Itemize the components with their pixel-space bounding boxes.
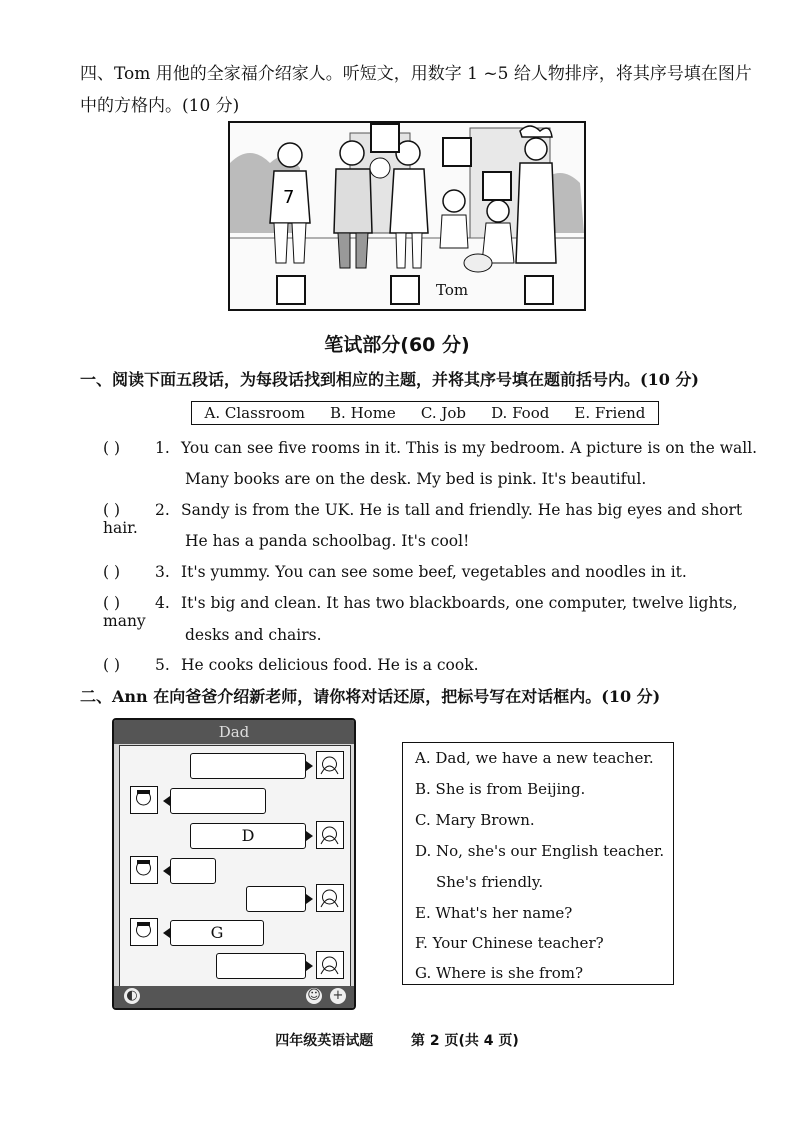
section-title: 笔试部分(60 分) — [324, 334, 470, 356]
dialogue-option: B. She is from Beijing. — [415, 780, 586, 798]
item-text-continued: desks and chairs. — [185, 626, 322, 644]
dialogue-option: A. Dad, we have a new teacher. — [415, 749, 654, 767]
chat-footer — [114, 986, 354, 1008]
dialogue-option: E. What's her name? — [415, 904, 573, 922]
emoji-icon[interactable]: ☺ — [307, 988, 321, 1003]
topic-option: A. Classroom — [204, 404, 305, 422]
reading-item-4 — [103, 594, 763, 630]
dialogue-option: C. Mary Brown. — [415, 811, 535, 829]
item-number: 1. — [155, 439, 170, 457]
girl-avatar-icon — [316, 884, 344, 912]
answer-box-top-right[interactable] — [482, 171, 512, 201]
topic-option: E. Friend — [574, 404, 646, 422]
chat-bubble-1[interactable] — [190, 753, 306, 779]
item-text: It's big and clean. It has two blackboards, one computer, twelve lights, many — [103, 594, 738, 630]
reading-item-5 — [103, 656, 763, 674]
dialogue-option-continued: She's friendly. — [436, 873, 544, 891]
answer-box-top-left[interactable] — [370, 123, 400, 153]
dialogue-options-box — [402, 742, 674, 985]
item-text: It's yummy. You can see some beef, vegetables and noodles in it. — [181, 563, 687, 581]
answer-bracket[interactable]: ( ) — [103, 656, 121, 674]
topic-option: B. Home — [330, 404, 396, 422]
answer-bracket[interactable]: ( ) — [103, 594, 121, 612]
item-number: 2. — [155, 501, 170, 519]
chat-bubble-5[interactable] — [246, 886, 306, 912]
listening-question-title: 四、Tom 用他的全家福介绍家人。听短文，用数字 1 ~5 给人物排序，将其序号填在图片中的方格内。(10 分) — [80, 64, 752, 116]
topic-options-box — [191, 401, 659, 425]
item-number: 4. — [155, 594, 170, 612]
girl-avatar-icon — [316, 751, 344, 779]
chat-header: Dad — [114, 720, 354, 744]
topic-option: D. Food — [491, 404, 550, 422]
item-text-continued: He has a panda schoolbag. It's cool! — [185, 532, 470, 550]
item-number: 3. — [155, 563, 170, 581]
chat-bubble-2[interactable] — [170, 788, 266, 814]
chat-bubble-3[interactable]: D — [190, 823, 306, 849]
dialogue-question-title: 二、Ann 在向爸爸介绍新老师，请你将对话还原，把标号写在对话框内。(10 分) — [80, 687, 661, 706]
dad-avatar-icon — [130, 856, 158, 884]
chat-bubble-7[interactable] — [216, 953, 306, 979]
item-text-continued: Many books are on the desk. My bed is pink. It's beautiful. — [185, 470, 647, 488]
answer-bracket[interactable]: ( ) — [103, 563, 121, 581]
dad-avatar-icon — [130, 786, 158, 814]
chat-bubble-6[interactable]: G — [170, 920, 264, 946]
answer-box-bottom-right[interactable] — [524, 275, 554, 305]
dialogue-option: F. Your Chinese teacher? — [415, 934, 604, 952]
reading-item-1 — [103, 439, 763, 457]
answer-box-bottom-left[interactable] — [276, 275, 306, 305]
tom-label: Tom — [436, 281, 469, 299]
voice-icon[interactable]: ◐ — [124, 988, 140, 1004]
reading-question-title: 一、阅读下面五段话，为每段话找到相应的主题，并将其序号填在题前括号内。(10 分) — [80, 370, 699, 389]
item-number: 5. — [155, 656, 170, 674]
chat-body — [119, 745, 351, 989]
svg-text:7: 7 — [283, 187, 295, 208]
reading-item-3 — [103, 563, 763, 581]
footer-page-number: 第 2 页(共 4 页) — [410, 1033, 519, 1049]
chat-window — [112, 718, 356, 1010]
dialogue-option: D. No, she's our English teacher. — [415, 842, 665, 860]
chat-bubble-4[interactable] — [170, 858, 216, 884]
answer-box-top-center[interactable] — [442, 137, 472, 167]
footer-subject: 四年级英语试题 — [275, 1033, 374, 1049]
girl-avatar-icon — [316, 821, 344, 849]
dialogue-option: G. Where is she from? — [415, 964, 584, 982]
dad-avatar-icon — [130, 918, 158, 946]
page-footer — [0, 1030, 794, 1050]
girl-avatar-icon — [316, 951, 344, 979]
item-text: He cooks delicious food. He is a cook. — [181, 656, 479, 674]
family-photo-illustration — [228, 121, 586, 311]
answer-box-bottom-center[interactable] — [390, 275, 420, 305]
add-icon[interactable]: + — [330, 988, 346, 1004]
topic-option: C. Job — [420, 404, 466, 422]
item-text: You can see five rooms in it. This is my bedroom. A picture is on the wall. — [181, 439, 758, 457]
item-text: Sandy is from the UK. He is tall and friendly. He has big eyes and short hair. — [103, 501, 743, 537]
answer-bracket[interactable]: ( ) — [103, 501, 121, 519]
answer-bracket[interactable]: ( ) — [103, 439, 121, 457]
